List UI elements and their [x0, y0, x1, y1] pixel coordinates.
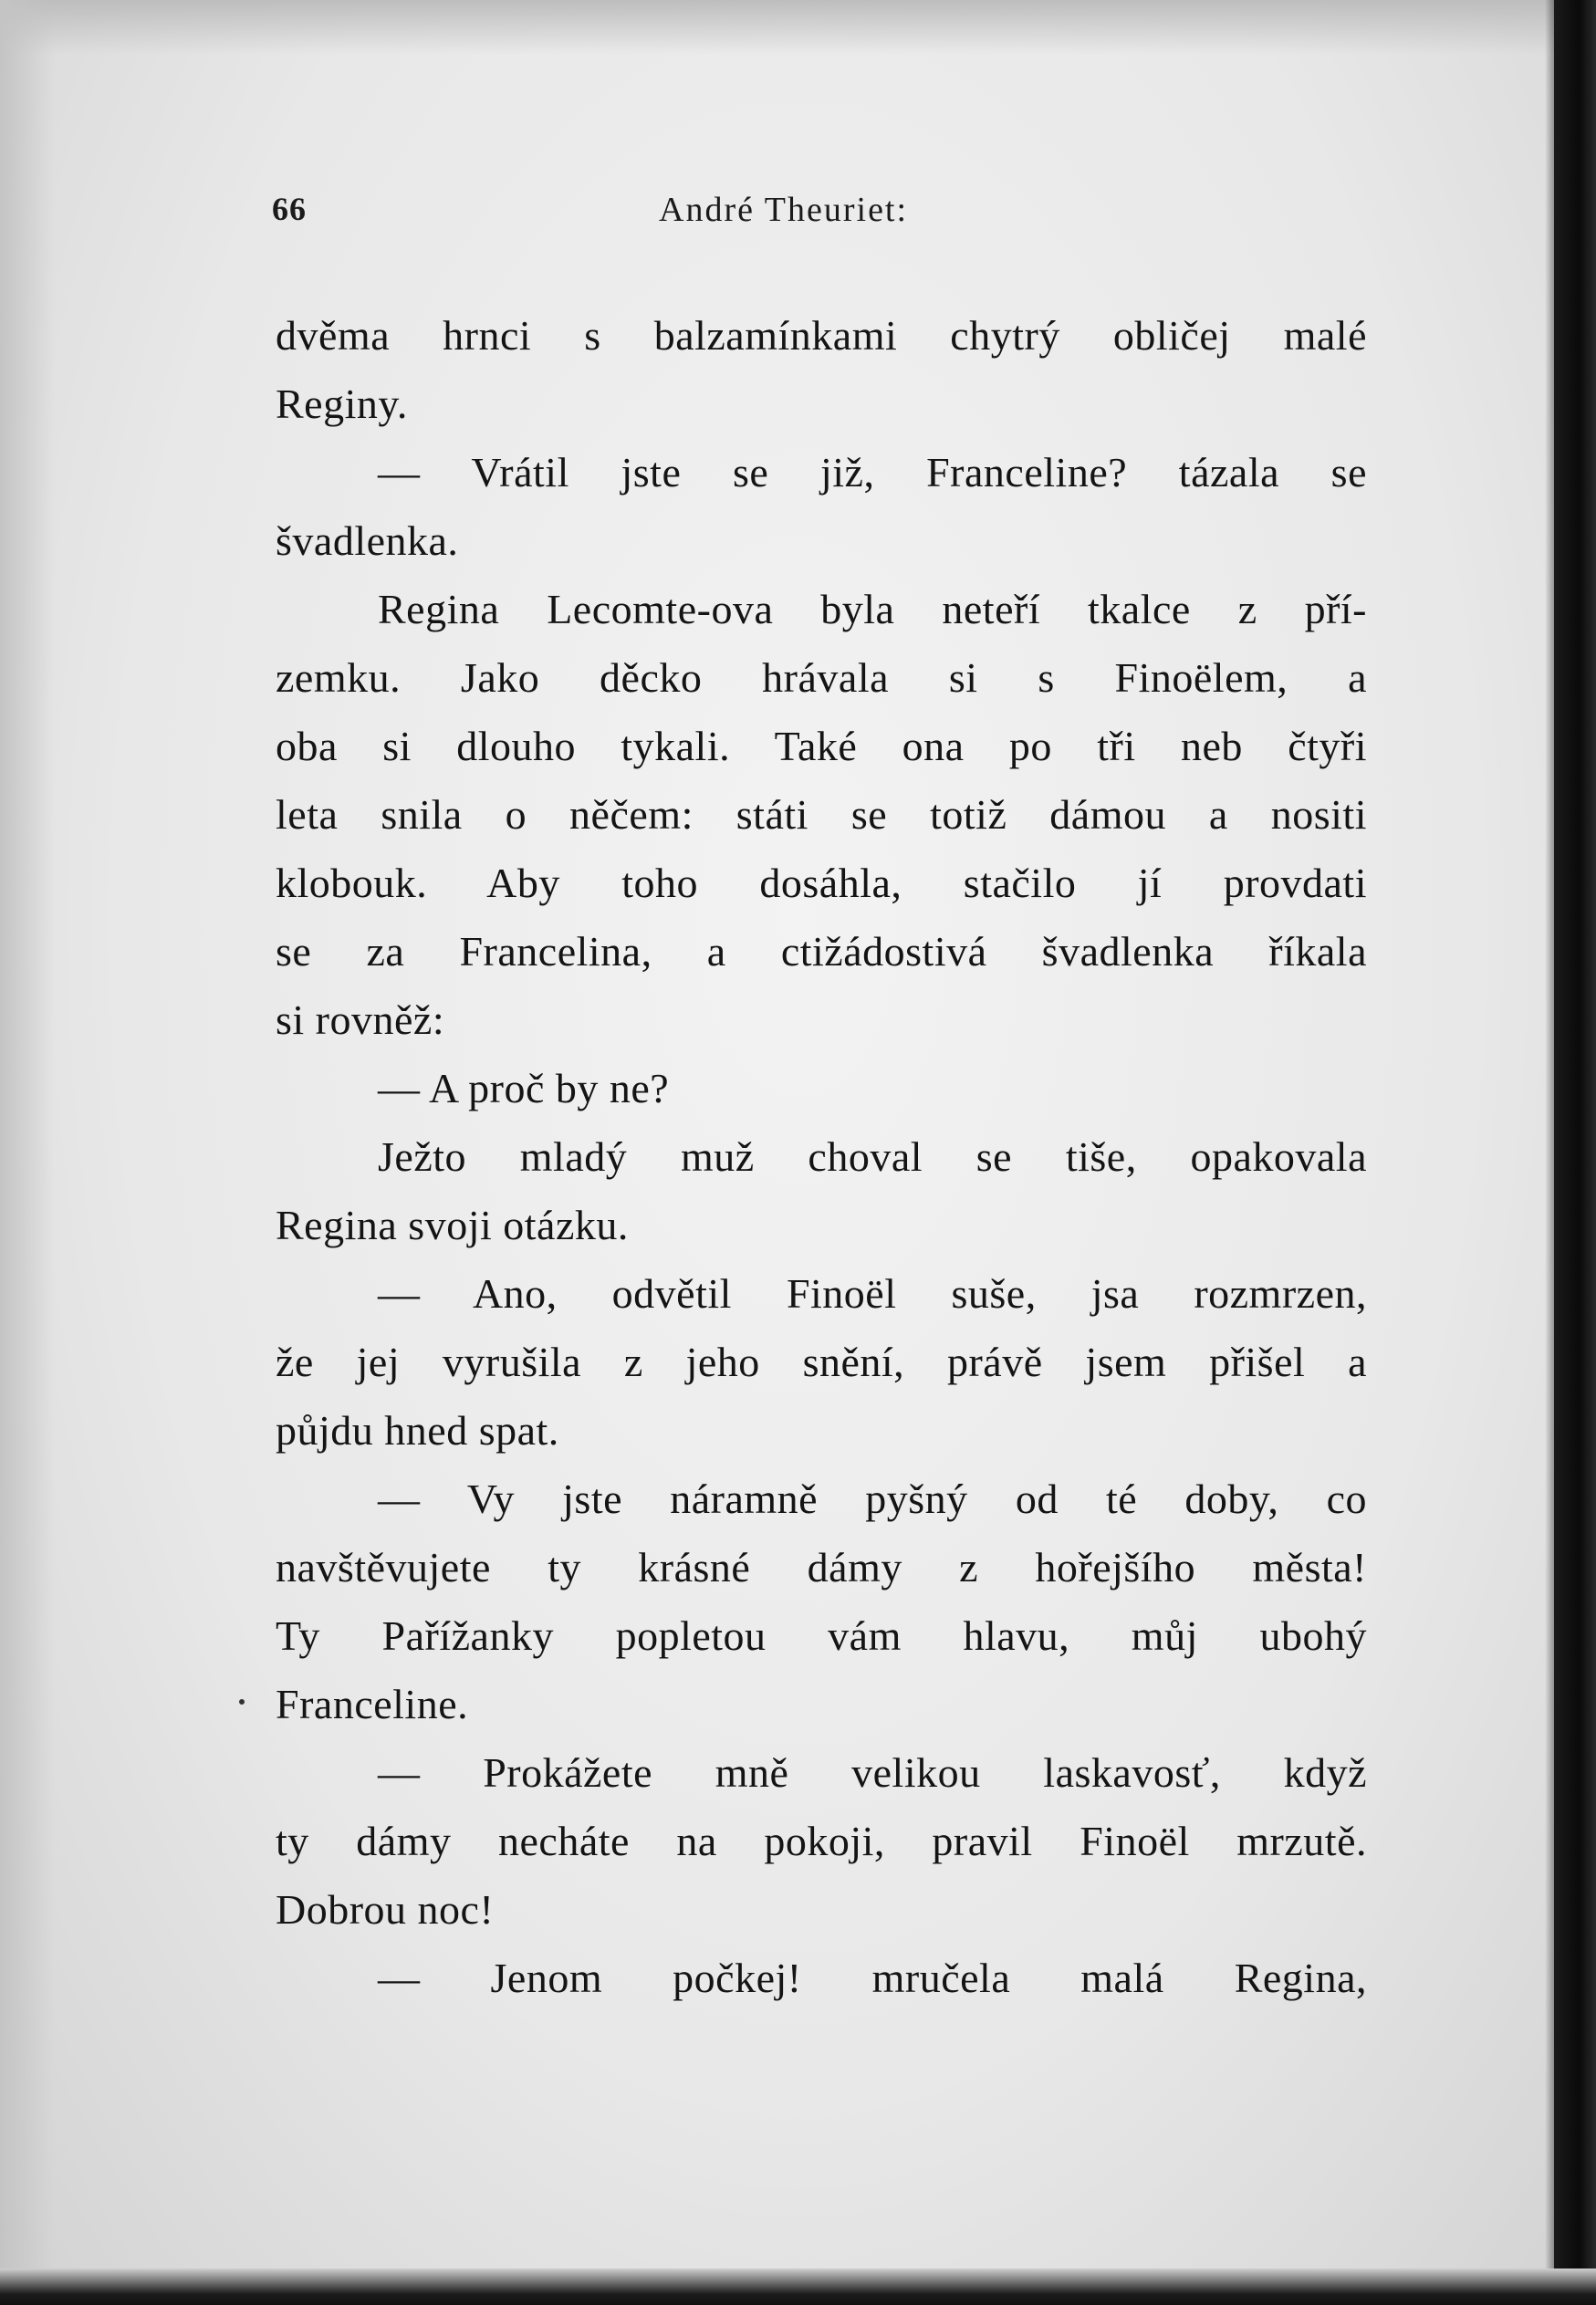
text-line: Ježto mladý muž choval se tiše, opakovala — [378, 1133, 1367, 1180]
scan-shadow-left — [0, 0, 55, 2305]
text-line: švadlenka. — [276, 517, 459, 564]
text-line: — Prokážete mně velikou laskavosť, když — [378, 1749, 1367, 1796]
text-line: půjdu hned spat. — [276, 1407, 559, 1454]
text-line: Regina svoji otázku. — [276, 1202, 629, 1248]
text-line: zemku. Jako děcko hrávala si s Finoëlem, a — [276, 654, 1367, 701]
text-line: navštěvujete ty krásné dámy z hořejšího města! — [276, 1544, 1367, 1591]
text-line: ty dámy necháte na pokoji, pravil Finoël mrzutě. — [276, 1818, 1367, 1864]
running-head: André Theuriet: — [659, 191, 909, 229]
scan-dark-border-right — [1554, 0, 1596, 2305]
text-line: — Jenom počkej! mručela malá Regina, — [378, 1955, 1367, 2001]
page-header — [272, 190, 1367, 245]
page-number: 66 — [272, 191, 307, 227]
text-line: klobouk. Aby toho dosáhla, stačilo jí provdati — [276, 860, 1367, 906]
text-line: si rovněž: — [276, 996, 445, 1043]
text-line: — Vrátil jste se již, Franceline? tázala se — [378, 449, 1367, 495]
body-text — [276, 301, 1367, 2012]
text-line: oba si dlouho tykali. Také ona po tři neb čtyři — [276, 723, 1367, 769]
text-line: — A proč by ne? — [378, 1065, 670, 1111]
scan-dark-border-bottom — [0, 2268, 1596, 2305]
scan-shadow-right-inner — [1545, 0, 1554, 2305]
text-line: Franceline. — [276, 1681, 469, 1727]
text-line: Dobrou noc! — [276, 1886, 495, 1933]
text-line: že jej vyrušila z jeho snění, právě jsem přišel a — [276, 1339, 1367, 1385]
text-line: se za Francelina, a ctižádostivá švadlenka říkala — [276, 928, 1367, 975]
text-line: — Vy jste náramně pyšný od té doby, co — [378, 1476, 1367, 1522]
text-line: Ty Pařížanky popletou vám hlavu, můj ubohý — [276, 1612, 1367, 1659]
text-line: Regina Lecomte-ova byla neteří tkalce z pří- — [378, 586, 1367, 632]
text-line: dvěma hrnci s balzamínkami chytrý obličej malé — [276, 312, 1367, 359]
text-line: leta snila o něčem: státi se totiž dámou a nositi — [276, 791, 1367, 838]
text-line: Reginy. — [276, 381, 408, 427]
text-line: — Ano, odvětil Finoël suše, jsa rozmrzen, — [378, 1270, 1367, 1317]
stray-ink-dot — [239, 1699, 245, 1705]
scan-shadow-top — [0, 0, 1596, 55]
